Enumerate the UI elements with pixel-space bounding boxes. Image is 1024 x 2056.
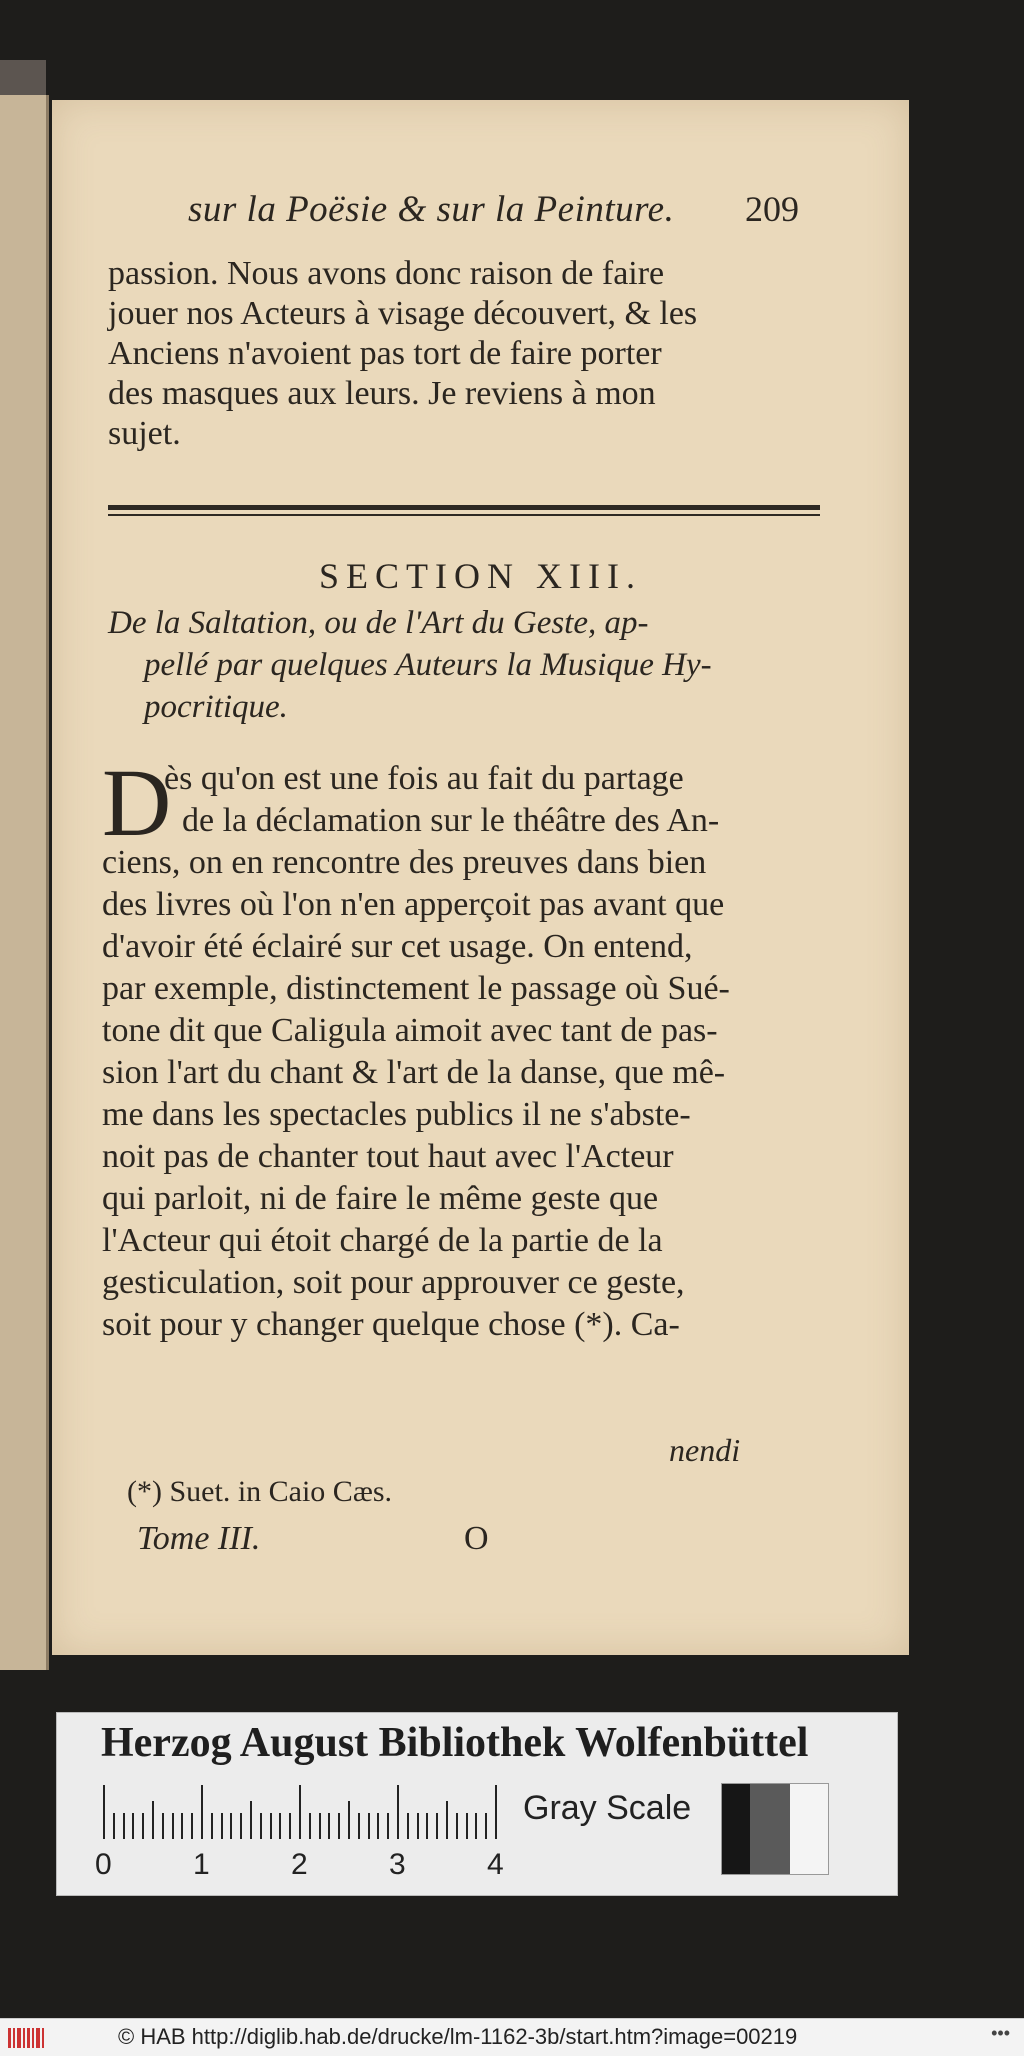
ruler-tick xyxy=(319,1813,321,1839)
ruler-tick xyxy=(240,1813,242,1839)
ruler-tick xyxy=(436,1813,438,1839)
previous-page-edge xyxy=(0,95,49,1670)
ruler-tick xyxy=(260,1813,262,1839)
gray-scale-swatches xyxy=(721,1783,829,1875)
swatch-white xyxy=(790,1784,828,1874)
previous-page-shadow xyxy=(0,60,46,100)
source-url-link[interactable]: © HAB http://diglib.hab.de/drucke/lm-1162-3b/start.htm?image=00219 xyxy=(118,2024,798,2049)
color-calibration-card xyxy=(56,1712,898,1896)
subtitle-line: pocritique. xyxy=(144,689,288,725)
ruler-tick xyxy=(417,1813,419,1839)
text-line: gesticulation, soit pour approuver ce geste, xyxy=(102,1264,685,1301)
ruler-tick xyxy=(338,1813,340,1839)
ruler-label: 0 xyxy=(95,1848,112,1881)
viewer-footer xyxy=(0,2018,1024,2056)
running-head xyxy=(188,188,799,230)
ruler-tick xyxy=(328,1813,330,1839)
text-line: tone dit que Caligula aimoit avec tant de pas- xyxy=(102,1012,718,1049)
ruler-tick xyxy=(426,1813,428,1839)
text-line: d'avoir été éclairé sur cet usage. On entend, xyxy=(102,928,693,965)
text-line: des livres où l'on n'en apperçoit pas avant que xyxy=(102,886,725,923)
ruler-tick xyxy=(397,1785,399,1839)
ruler-tick xyxy=(152,1801,154,1839)
scale-ruler xyxy=(103,1785,503,1839)
ruler-tick xyxy=(387,1813,389,1839)
ruler-label: 4 xyxy=(487,1848,504,1881)
text-line: de la déclamation sur le théâtre des An- xyxy=(182,802,720,839)
barcode-icon xyxy=(8,2028,44,2048)
rule-thick xyxy=(108,505,820,510)
ruler-tick xyxy=(289,1813,291,1839)
text-line: qui parloit, ni de faire le même geste que xyxy=(102,1180,659,1217)
subtitle-line: De la Saltation, ou de l'Art du Geste, ap- xyxy=(108,605,649,641)
text-line: noit pas de chanter tout haut avec l'Acteur xyxy=(102,1138,674,1175)
ruler-tick xyxy=(123,1813,125,1839)
more-menu-icon[interactable]: ••• xyxy=(991,2023,1010,2043)
ruler-tick xyxy=(211,1813,213,1839)
ruler-tick xyxy=(407,1813,409,1839)
ruler-tick xyxy=(250,1801,252,1839)
ruler-tick xyxy=(270,1813,272,1839)
library-name: Herzog August Bibliothek Wolfenbüttel xyxy=(101,1720,809,1766)
section-title: SECTION XIII. xyxy=(319,556,642,596)
opening-paragraph xyxy=(108,255,828,475)
ruler-tick xyxy=(113,1813,115,1839)
ruler-tick xyxy=(191,1813,193,1839)
ruler-tick xyxy=(172,1813,174,1839)
ornamental-rule xyxy=(108,505,820,521)
text-line: sion l'art du chant & l'art de la danse, que mê- xyxy=(102,1054,726,1091)
ruler-tick xyxy=(495,1785,497,1839)
ruler-tick xyxy=(181,1813,183,1839)
footnote: (*) Suet. in Caio Cæs. xyxy=(127,1475,393,1508)
ruler-tick xyxy=(368,1813,370,1839)
text-line: l'Acteur qui étoit chargé de la partie de la xyxy=(102,1222,663,1259)
text-line: sujet. xyxy=(108,415,181,452)
ruler-tick xyxy=(358,1813,360,1839)
drop-cap: D xyxy=(102,749,172,856)
text-line: ès qu'on est une fois au fait du partage xyxy=(164,760,684,797)
subtitle-line: pellé par quelques Auteurs la Musique Hy- xyxy=(144,647,712,683)
ruler-tick xyxy=(348,1801,350,1839)
swatch-gray xyxy=(750,1784,790,1874)
rule-thin xyxy=(108,514,820,516)
ruler-label: 1 xyxy=(193,1848,210,1881)
body-paragraph xyxy=(102,750,832,1490)
ruler-tick xyxy=(201,1785,203,1839)
ruler-tick xyxy=(475,1813,477,1839)
ruler-label: 2 xyxy=(291,1848,308,1881)
signature-mark: O xyxy=(464,1520,489,1557)
text-line: jouer nos Acteurs à visage découvert, & les xyxy=(108,295,698,332)
ruler-tick xyxy=(309,1813,311,1839)
ruler-tick xyxy=(377,1813,379,1839)
ruler-tick xyxy=(279,1813,281,1839)
text-line: des masques aux leurs. Je reviens à mon xyxy=(108,375,656,412)
ruler-tick xyxy=(446,1801,448,1839)
text-line: par exemple, distinctement le passage où Sué- xyxy=(102,970,730,1007)
text-line: ciens, on en rencontre des preuves dans bien xyxy=(102,844,707,881)
catchword: nendi xyxy=(669,1432,741,1468)
ruler-label: 3 xyxy=(389,1848,406,1881)
volume-signature: Tome III. xyxy=(137,1520,261,1557)
page-number: 209 xyxy=(745,189,799,229)
text-line: soit pour y changer quelque chose (*). Ca- xyxy=(102,1306,680,1343)
ruler-tick xyxy=(103,1785,105,1839)
book-page xyxy=(52,100,909,1655)
text-line: me dans les spectacles publics il ne s'abste- xyxy=(102,1096,691,1133)
ruler-tick xyxy=(466,1813,468,1839)
ruler-tick xyxy=(132,1813,134,1839)
ruler-tick xyxy=(221,1813,223,1839)
text-line: passion. Nous avons donc raison de faire xyxy=(108,255,665,292)
text-line: Anciens n'avoient pas tort de faire porter xyxy=(108,335,662,372)
gray-scale-label: Gray Scale xyxy=(523,1789,692,1827)
ruler-tick xyxy=(142,1813,144,1839)
ruler-tick xyxy=(162,1813,164,1839)
swatch-black xyxy=(722,1784,750,1874)
ruler-tick xyxy=(230,1813,232,1839)
section-subtitle xyxy=(108,605,828,745)
ruler-tick xyxy=(485,1813,487,1839)
ruler-tick xyxy=(299,1785,301,1839)
running-head-title: sur la Poësie & sur la Peinture. xyxy=(188,189,675,230)
ruler-tick xyxy=(456,1813,458,1839)
